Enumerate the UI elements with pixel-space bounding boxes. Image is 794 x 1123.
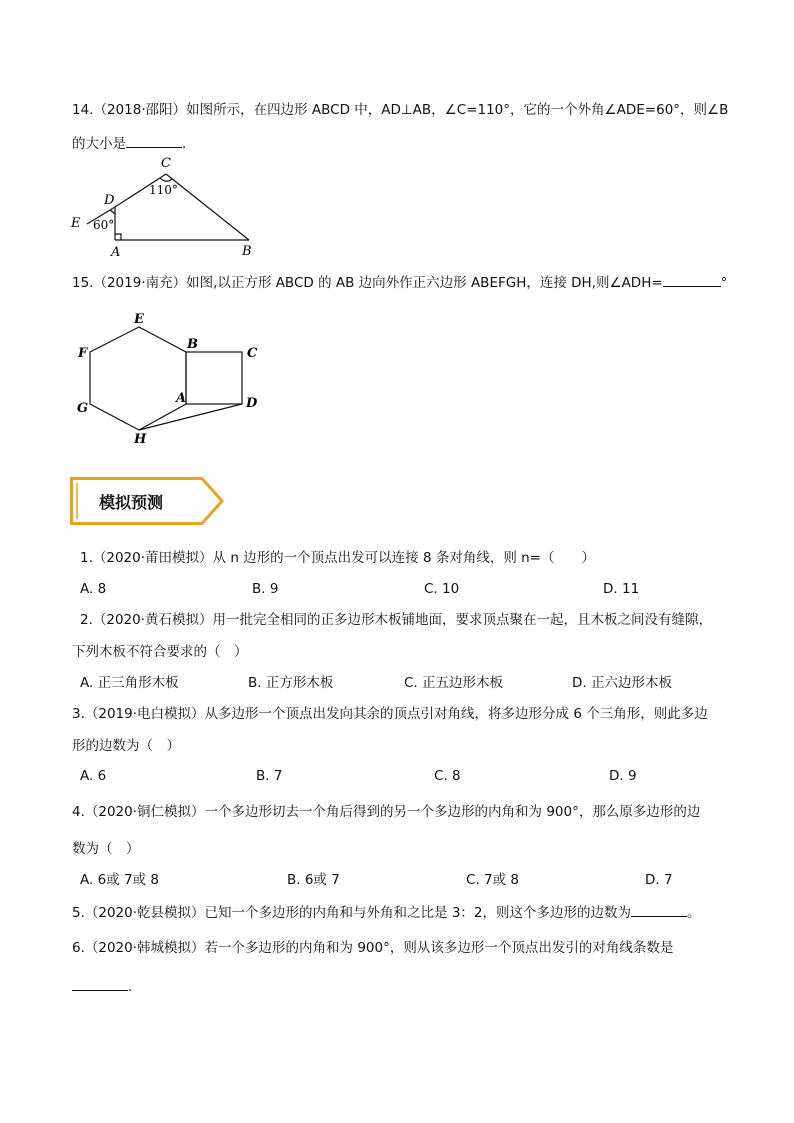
q3-stem-2: 形的边数为（ ） (72, 738, 180, 754)
section-title: 模拟预测 (99, 493, 164, 512)
q2-option-a: A. 正三角形木板 (80, 675, 179, 691)
q14-line-2-end: ． (182, 136, 196, 152)
answer-blank (663, 272, 721, 287)
q14-angle-c: 110° (149, 183, 178, 197)
q15-figure (72, 308, 272, 450)
q15-label-a: A (176, 391, 187, 406)
q5-text: 5.（2020·乾县模拟）已知一个多边形的内角和与外角和之比是 3：2，则这个多边形的边数为 (72, 905, 631, 921)
q14-label-c: C (161, 156, 171, 171)
q2-option-b: B. 正方形木板 (248, 675, 334, 691)
q1-option-c: C. 10 (424, 581, 460, 597)
q15-label-c: C (247, 346, 258, 361)
q14-angle-d: 60° (93, 218, 115, 232)
answer-blank (72, 976, 128, 991)
section-banner (70, 477, 226, 525)
q3-option-a: A. 6 (80, 768, 107, 784)
q1-option-a: A. 8 (80, 581, 107, 597)
q15-degree: ° (720, 275, 728, 291)
q6-end: . (128, 979, 133, 995)
q4-option-d: D. 7 (645, 872, 673, 888)
q1-stem: 1.（2020·莆田模拟）从 n 边形的一个顶点出发可以连接 8 条对角线，则 n=（ ） (80, 550, 595, 566)
q5-line (72, 902, 701, 922)
q3-option-c: C. 8 (434, 768, 461, 784)
answer-blank (631, 902, 687, 917)
q2-option-c: C. 正五边形木板 (404, 675, 504, 691)
q2-stem-1: 2.（2020·黄石模拟）用一批完全相同的正多边形木板铺地面，要求顶点聚在一起，且木板之间没有缝隙， (80, 612, 713, 628)
q3-option-d: D. 9 (609, 768, 637, 784)
q4-option-c: C. 7或 8 (466, 872, 519, 888)
q14-label-e: E (71, 216, 81, 231)
q5-end: 。 (687, 905, 701, 921)
q14-label-a: A (111, 245, 121, 260)
q2-option-d: D. 正六边形木板 (572, 675, 672, 691)
q6-line-1: 6.（2020·韩城模拟）若一个多边形的内角和为 900°，则从该多边形一个顶点出发引的对角线条数是 (72, 940, 674, 956)
q1-option-b: B. 9 (252, 581, 279, 597)
q15-text: 15.（2019·南充）如图,以正方形 ABCD 的 AB 边向外作正六边形 ABEFGH，连接 DH,则∠ADH= (72, 275, 663, 291)
q6-line-2 (72, 976, 132, 996)
q15-label-b: B (187, 337, 198, 352)
answer-blank (126, 133, 182, 148)
q14-line-1: 14.（2018·邵阳）如图所示，在四边形 ABCD 中，AD⊥AB，∠C=110°，它的一个外角∠ADE=60°，则∠B (72, 102, 729, 118)
q14-line-2-text: 的大小是 (72, 136, 126, 152)
q4-stem-1: 4.（2020·铜仁模拟）一个多边形切去一个角后得到的另一个多边形的内角和为 900°，那么原多边形的边 (72, 804, 701, 820)
q15-label-g: G (77, 401, 89, 416)
q15-line (72, 272, 727, 292)
q3-stem-1: 3.（2019·电白模拟）从多边形一个顶点出发向其余的顶点引对角线，将多边形分成 6 个三角形，则此多边 (72, 706, 708, 722)
q4-stem-2: 数为（ ） (72, 841, 140, 857)
q2-stem-2: 下列木板不符合要求的（ ） (72, 644, 248, 660)
q15-label-e: E (134, 312, 144, 327)
q14-line-2 (72, 133, 196, 153)
q4-option-a: A. 6或 7或 8 (80, 872, 159, 888)
q4-option-b: B. 6或 7 (287, 872, 340, 888)
q14-label-d: D (104, 193, 115, 208)
q14-label-b: B (242, 244, 252, 259)
q14-figure (66, 152, 266, 260)
q15-label-d: D (246, 396, 258, 411)
q1-option-d: D. 11 (603, 581, 640, 597)
q3-option-b: B. 7 (256, 768, 283, 784)
q15-label-h: H (134, 432, 147, 447)
q15-label-f: F (78, 346, 88, 361)
